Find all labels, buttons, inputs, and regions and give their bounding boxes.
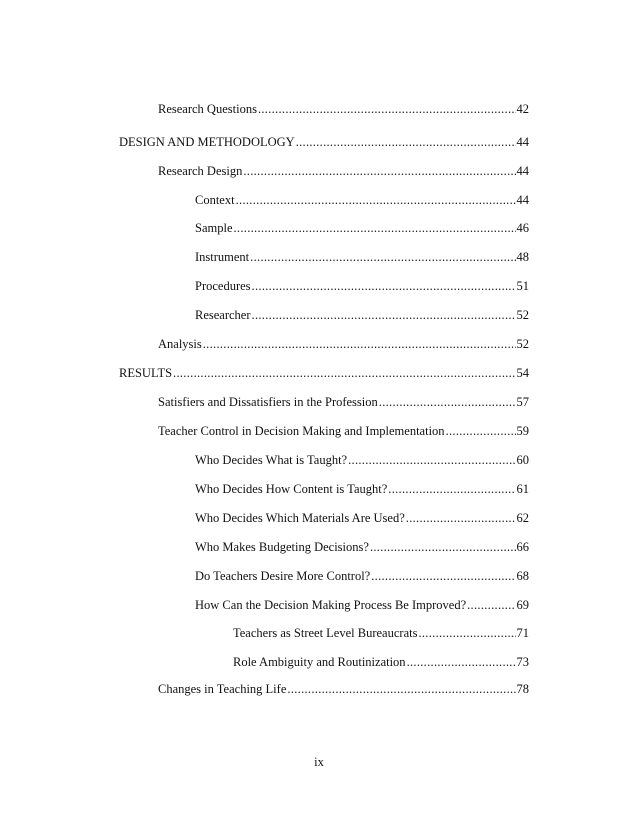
toc-entry-street-level-bureaucrats bbox=[233, 624, 529, 642]
dot-leader bbox=[258, 100, 516, 118]
toc-entry-who-decides-what-is-taught bbox=[195, 451, 529, 469]
dot-leader bbox=[370, 538, 516, 556]
toc-entry-title: Research Questions bbox=[158, 102, 257, 116]
toc-entry-page: 69 bbox=[516, 598, 529, 612]
toc-entry-sample bbox=[195, 219, 529, 237]
toc-entry-page: 73 bbox=[516, 655, 529, 669]
toc-entry-research-questions bbox=[158, 100, 529, 118]
dot-leader bbox=[407, 653, 516, 671]
toc-entry-title: Who Decides How Content is Taught? bbox=[195, 482, 388, 496]
toc-entry-page: 57 bbox=[516, 395, 529, 409]
dot-leader bbox=[252, 306, 516, 324]
toc-entry-page: 48 bbox=[516, 250, 529, 264]
toc-entry-who-decides-how-content-is-taught bbox=[195, 480, 529, 498]
dot-leader bbox=[236, 191, 516, 209]
toc-entry-title: RESULTS bbox=[119, 366, 173, 380]
dot-leader bbox=[418, 624, 515, 642]
dot-leader bbox=[388, 480, 515, 498]
toc-entry-instrument bbox=[195, 248, 529, 266]
toc-entry-page: 61 bbox=[516, 482, 529, 496]
dot-leader bbox=[467, 596, 515, 614]
dot-leader bbox=[250, 248, 515, 266]
toc-entry-satisfiers-and-dissatisfiers bbox=[158, 393, 529, 411]
toc-entry-page: 44 bbox=[516, 193, 529, 207]
page-number: ix bbox=[314, 755, 324, 769]
toc-entry-page: 51 bbox=[516, 279, 529, 293]
toc-entry-title: Context bbox=[195, 193, 235, 207]
dot-leader bbox=[203, 335, 516, 353]
toc-entry-decision-making-improved bbox=[195, 596, 529, 614]
toc-entry-title: How Can the Decision Making Process Be Improved? bbox=[195, 598, 467, 612]
toc-entry-page: 66 bbox=[516, 540, 529, 554]
toc-entry-title: Role Ambiguity and Routinization bbox=[233, 655, 406, 669]
dot-leader bbox=[296, 133, 516, 151]
toc-entry-title: Who Decides Which Materials Are Used? bbox=[195, 511, 405, 525]
toc-entry-title: Teacher Control in Decision Making and Implementation bbox=[158, 424, 445, 438]
toc-entry-title: Who Decides What is Taught? bbox=[195, 453, 348, 467]
toc-entry-research-design bbox=[158, 162, 529, 180]
dot-leader bbox=[287, 680, 515, 698]
toc-entry-page: 42 bbox=[516, 102, 529, 116]
toc-entry-title: Do Teachers Desire More Control? bbox=[195, 569, 371, 583]
toc-entry-who-decides-which-materials bbox=[195, 509, 529, 527]
dot-leader bbox=[173, 364, 515, 382]
toc-entry-title: Teachers as Street Level Bureaucrats bbox=[233, 626, 418, 640]
toc-entry-page: 54 bbox=[516, 366, 529, 380]
toc-entry-results bbox=[119, 364, 529, 382]
toc-entry-title: Sample bbox=[195, 221, 233, 235]
toc-entry-changes-in-teaching-life bbox=[158, 680, 529, 698]
dot-leader bbox=[348, 451, 515, 469]
toc-entry-title: Who Makes Budgeting Decisions? bbox=[195, 540, 369, 554]
toc-entry-page: 46 bbox=[516, 221, 529, 235]
dot-leader bbox=[406, 509, 516, 527]
toc-entry-page: 60 bbox=[516, 453, 529, 467]
toc-entry-context bbox=[195, 191, 529, 209]
dot-leader bbox=[379, 393, 516, 411]
toc-entry-title: Procedures bbox=[195, 279, 251, 293]
dot-leader bbox=[446, 422, 516, 440]
toc-entry-title: Researcher bbox=[195, 308, 251, 322]
toc-entry-page: 78 bbox=[516, 682, 529, 696]
toc-entry-page: 62 bbox=[516, 511, 529, 525]
dot-leader bbox=[234, 219, 516, 237]
toc-entry-role-ambiguity bbox=[233, 653, 529, 671]
dot-leader bbox=[252, 277, 516, 295]
toc-entry-title: DESIGN AND METHODOLOGY bbox=[119, 135, 295, 149]
toc-entry-page: 44 bbox=[516, 135, 529, 149]
dot-leader bbox=[243, 162, 515, 180]
toc-entry-procedures bbox=[195, 277, 529, 295]
toc-entry-title: Satisfiers and Dissatisfiers in the Profession bbox=[158, 395, 378, 409]
toc-entry-page: 44 bbox=[516, 164, 529, 178]
toc-entry-title: Analysis bbox=[158, 337, 202, 351]
toc-entry-page: 68 bbox=[516, 569, 529, 583]
toc-entry-title: Research Design bbox=[158, 164, 243, 178]
toc-entry-design-and-methodology bbox=[119, 133, 529, 151]
toc-entry-who-makes-budgeting-decisions bbox=[195, 538, 529, 556]
toc-entry-page: 52 bbox=[516, 337, 529, 351]
toc-entry-page: 71 bbox=[516, 626, 529, 640]
toc-entry-title: Instrument bbox=[195, 250, 250, 264]
toc-entry-teacher-control bbox=[158, 422, 529, 440]
toc-entry-analysis bbox=[158, 335, 529, 353]
toc-entry-page: 52 bbox=[516, 308, 529, 322]
toc-entry-page: 59 bbox=[516, 424, 529, 438]
toc-entry-title: Changes in Teaching Life bbox=[158, 682, 287, 696]
toc-entry-researcher bbox=[195, 306, 529, 324]
dot-leader bbox=[371, 567, 515, 585]
toc-entry-do-teachers-desire-more-control bbox=[195, 567, 529, 585]
